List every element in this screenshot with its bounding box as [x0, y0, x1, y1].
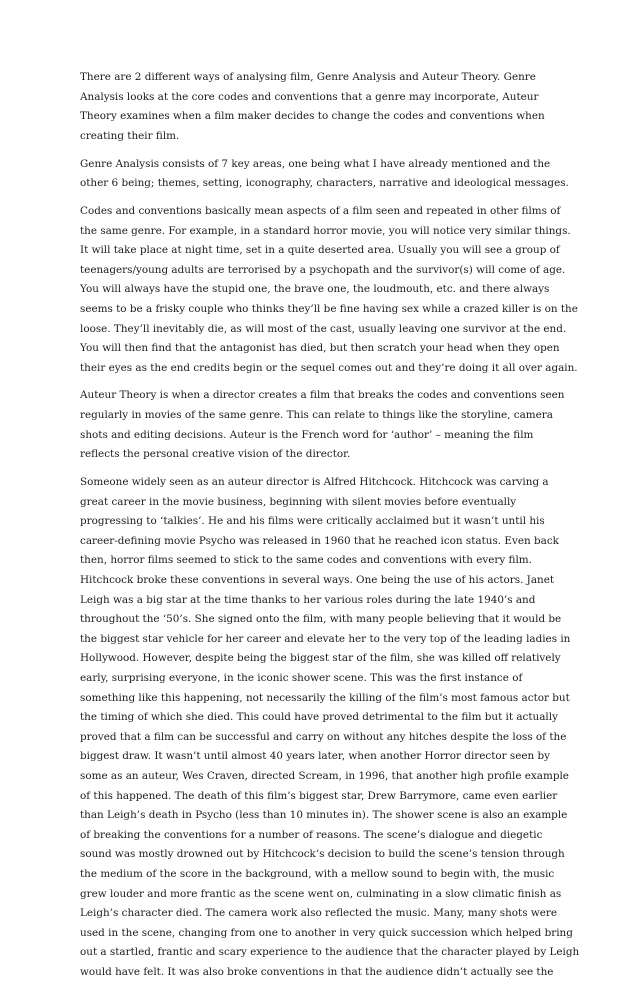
text-line: something like this happening, not necessarily the killing of the film’s most famous actor but — [80, 691, 570, 704]
text-line: their eyes as the end credits begin or the sequel comes out and they’re doing it all over again. — [80, 361, 578, 374]
text-line: throughout the ‘50’s. She signed onto the film, with many people believing that it would be — [80, 613, 562, 626]
text-line: Leigh’s character died. The camera work also reflected the music. Many, many shots were — [80, 907, 558, 920]
text-line: progressing to ‘talkies’. He and his films were critically acclaimed but it wasn’t until his — [80, 515, 545, 528]
text-line: of breaking the conventions for a number of reasons. The scene’s dialogue and diegetic — [80, 828, 543, 841]
text-line: grew louder and more frantic as the scene went on, culminating in a slow climatic finish as — [80, 887, 562, 900]
paragraph — [80, 68, 558, 146]
text-line: would have felt. It was also broke conventions in that the audience didn’t actually see the — [80, 965, 554, 978]
text-line: seems to be a frisky couple who thinks they’ll be fine having sex while a crazed killer is on the — [80, 302, 578, 315]
paragraph — [80, 386, 565, 464]
text-line: some as an auteur, Wes Craven, directed Scream, in 1996, that another high profile example — [80, 769, 569, 782]
paragraph — [80, 202, 578, 378]
text-line: sound was mostly drowned out by Hitchcock’s decision to build the scene’s tension through — [80, 848, 565, 861]
text-line: There are 2 different ways of analysing film, Genre Analysis and Auteur Theory. Genre — [80, 71, 536, 83]
text-line: Genre Analysis consists of 7 key areas, one being what I have already mentioned and the — [80, 157, 551, 170]
paragraph — [80, 473, 580, 982]
text-line: the timing of which she died. This could have proved detrimental to the film but it actually — [80, 711, 558, 724]
text-line: Codes and conventions basically mean aspects of a film seen and repeated in other films of — [80, 204, 561, 217]
text-line: great career in the movie business, beginning with silent movies before eventually — [80, 495, 517, 508]
text-line: teenagers/young adults are terrorised by a psychopath and the survivor(s) will come of age. — [80, 263, 566, 276]
text-line: regularly in movies of the same genre. This can relate to things like the storyline, camera — [80, 409, 553, 422]
text-line: used in the scene, changing from one to another in very quick succession which helped bring — [80, 926, 573, 939]
text-line: the medium of the score in the background, with a mellow sound to begin with, the music — [80, 867, 555, 880]
text-line: of this happened. The death of this film’s biggest star, Drew Barrymore, came even earlier — [80, 789, 558, 802]
text-line: early, surprising everyone, in the iconic shower scene. This was the first instance of — [80, 671, 523, 684]
text-line: career-defining movie Psycho was released in 1960 that he reached icon status. Even back — [80, 534, 559, 547]
text-line: proved that a film can be successful and carry on without any hitches despite the loss of the — [80, 730, 567, 743]
text-line: loose. They’ll inevitably die, as will most of the cast, usually leaving one survivor at the end. — [80, 322, 567, 335]
paragraph — [80, 155, 569, 194]
text-line: then, horror films seemed to stick to the same codes and conventions with every film. — [80, 554, 532, 567]
text-line: reflects the personal creative vision of the director. — [80, 448, 351, 461]
text-line: Someone widely seen as an auteur director is Alfred Hitchcock. Hitchcock was carving a — [80, 476, 549, 489]
text-line: biggest draw. It wasn’t until almost 40 years later, when another Horror director seen by — [80, 750, 551, 763]
text-line: the biggest star vehicle for her career and elevate her to the very top of the leading ladies in — [80, 632, 571, 645]
text-line: out a startled, frantic and scary experience to the audience that the character played by Leigh — [80, 946, 580, 959]
text-line: Theory examines when a film maker decides to change the codes and conventions when — [80, 110, 545, 123]
text-line: Analysis looks at the core codes and conventions that a genre may incorporate, Auteur — [80, 90, 539, 103]
text-line: Hitchcock broke these conventions in several ways. One being the use of his actors. Janet — [80, 574, 555, 586]
text-line: than Leigh’s death in Psycho (less than 10 minutes in). The shower scene is also an example — [80, 809, 568, 822]
text-line: creating their film. — [80, 129, 180, 142]
text-line: shots and editing decisions. Auteur is the French word for ‘author’ – meaning the film — [80, 428, 534, 441]
text-line: the same genre. For example, in a standard horror movie, you will notice very similar things. — [80, 224, 571, 237]
text-line: You will always have the stupid one, the brave one, the loudmouth, etc. and there always — [80, 283, 550, 296]
text-line: other 6 being; themes, setting, iconography, characters, narrative and ideological messages. — [80, 177, 569, 190]
text-line: Auteur Theory is when a director creates a film that breaks the codes and conventions seen — [80, 389, 565, 402]
text-line: It will take place at night time, set in a quite deserted area. Usually you will see a group of — [80, 244, 560, 257]
text-line: You will then find that the antagonist has died, but then scratch your head when they open — [80, 342, 560, 355]
text-line: Hollywood. However, despite being the biggest star of the film, she was killed off relatively — [80, 652, 561, 665]
text-line: Leigh was a big star at the time thanks to her various roles during the late 1940’s and — [80, 593, 536, 606]
document-body — [80, 68, 580, 991]
